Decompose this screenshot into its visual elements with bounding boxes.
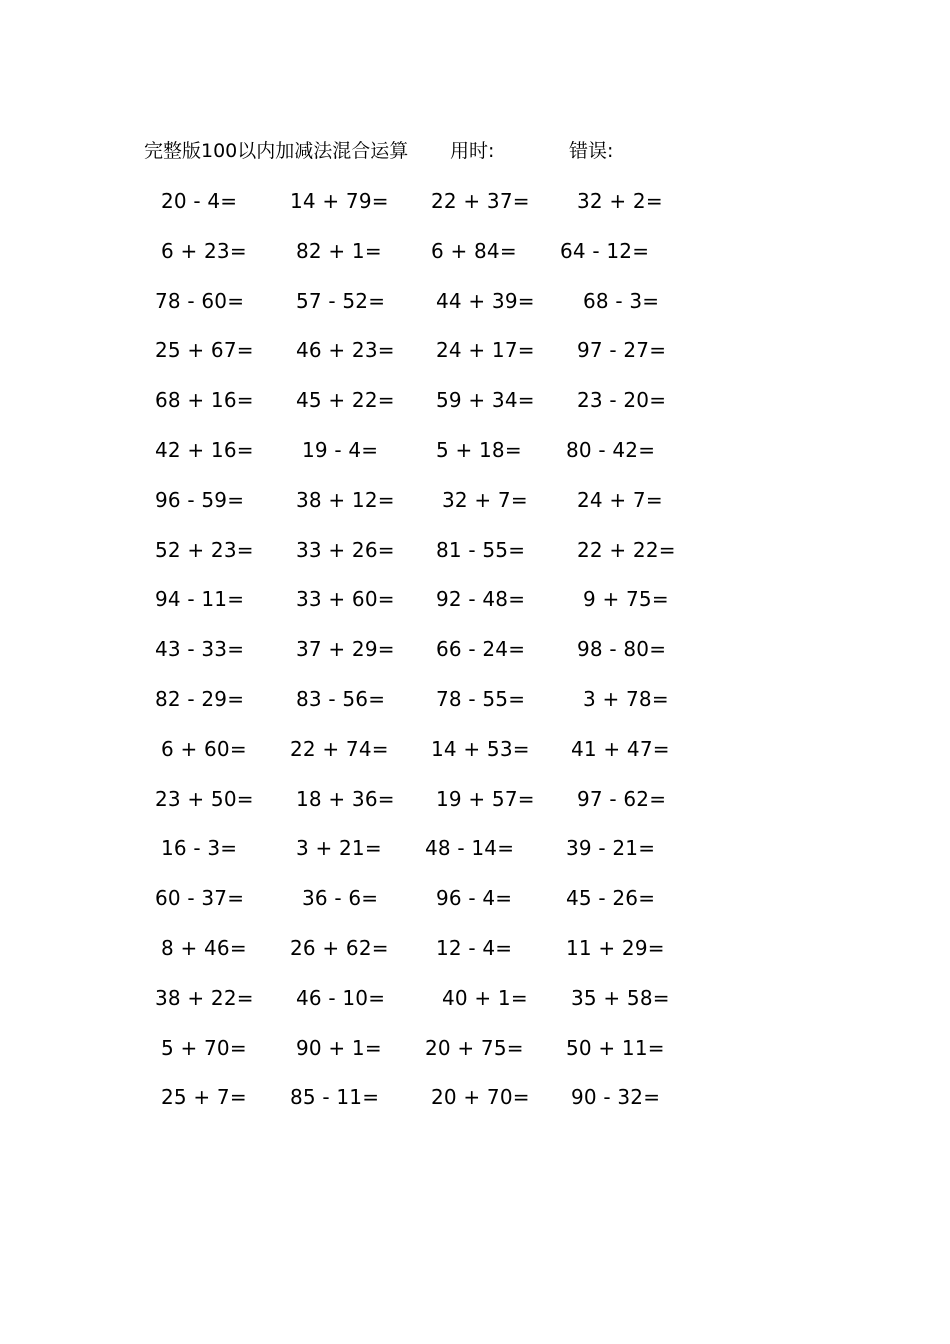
math-problem: 11 + 29= — [566, 936, 665, 960]
math-problem: 32 + 7= — [442, 487, 528, 512]
math-problem: 57 - 52= — [296, 288, 386, 313]
math-problem: 9 + 75= — [583, 587, 669, 612]
math-problem: 33 + 26= — [296, 537, 395, 562]
math-problem: 40 + 1= — [442, 985, 528, 1010]
math-problem: 23 + 50= — [155, 786, 254, 811]
math-problem: 41 + 47= — [571, 736, 670, 761]
math-problem: 22 + 37= — [431, 189, 530, 213]
math-problem: 81 - 55= — [436, 537, 526, 562]
math-problem: 90 + 1= — [296, 1035, 382, 1060]
math-problem: 59 + 34= — [436, 388, 535, 413]
math-problem: 78 - 60= — [155, 288, 245, 313]
math-problem: 68 - 3= — [583, 288, 660, 313]
worksheet-header — [0, 137, 950, 165]
math-problem: 5 + 18= — [436, 438, 522, 462]
math-problem: 92 - 48= — [436, 587, 526, 612]
math-problem: 50 + 11= — [566, 1035, 665, 1060]
math-problem: 16 - 3= — [161, 836, 238, 861]
math-problem: 97 - 27= — [577, 338, 667, 363]
math-problem: 83 - 56= — [296, 687, 386, 711]
math-problem: 20 + 75= — [425, 1035, 524, 1060]
math-problem: 97 - 62= — [577, 786, 667, 811]
math-problem: 36 - 6= — [302, 886, 379, 911]
math-problem: 96 - 4= — [436, 886, 513, 911]
math-problem: 25 + 7= — [161, 1085, 247, 1110]
math-problem: 78 - 55= — [436, 687, 526, 711]
math-problem: 94 - 11= — [155, 587, 245, 612]
math-problem: 25 + 67= — [155, 338, 254, 363]
math-problem: 44 + 39= — [436, 288, 535, 313]
math-problem: 22 + 74= — [290, 736, 389, 761]
math-problem: 3 + 21= — [296, 836, 382, 861]
errors-label: 错误: — [569, 140, 614, 162]
math-problem: 45 + 22= — [296, 388, 395, 413]
math-problem: 6 + 60= — [161, 736, 247, 761]
math-problem: 52 + 23= — [155, 537, 254, 562]
math-problem: 68 + 16= — [155, 388, 254, 413]
math-problem: 90 - 32= — [571, 1085, 661, 1110]
math-problem: 46 - 10= — [296, 985, 386, 1010]
math-problem: 45 - 26= — [566, 886, 656, 911]
math-problem: 85 - 11= — [290, 1085, 380, 1110]
math-problem: 64 - 12= — [560, 238, 650, 263]
math-problem: 38 + 22= — [155, 985, 254, 1010]
math-problem: 98 - 80= — [577, 637, 667, 662]
math-problem: 26 + 62= — [290, 936, 389, 960]
math-problem: 60 - 37= — [155, 886, 245, 911]
math-problem: 23 - 20= — [577, 388, 667, 413]
math-problem: 14 + 53= — [431, 736, 530, 761]
worksheet-title: 完整版100以内加减法混合运算 — [144, 140, 409, 162]
math-problem: 96 - 59= — [155, 487, 245, 512]
math-problem: 24 + 7= — [577, 487, 663, 512]
math-problem: 6 + 23= — [161, 238, 247, 263]
math-problem: 22 + 22= — [577, 537, 676, 562]
math-problem: 20 - 4= — [161, 189, 238, 213]
math-problem: 24 + 17= — [436, 338, 535, 363]
math-problem: 3 + 78= — [583, 687, 669, 711]
math-problem: 5 + 70= — [161, 1035, 247, 1060]
math-problem: 48 - 14= — [425, 836, 515, 861]
math-problem: 6 + 84= — [431, 238, 517, 263]
math-problem: 37 + 29= — [296, 637, 395, 662]
math-problem: 20 + 70= — [431, 1085, 530, 1110]
math-problem: 80 - 42= — [566, 438, 656, 462]
math-problem: 38 + 12= — [296, 487, 395, 512]
time-used-label: 用时: — [450, 140, 495, 162]
math-problem: 33 + 60= — [296, 587, 395, 612]
math-problem: 46 + 23= — [296, 338, 395, 363]
math-problem: 19 - 4= — [302, 438, 379, 462]
math-problem: 12 - 4= — [436, 936, 513, 960]
math-problem: 82 - 29= — [155, 687, 245, 711]
math-problem: 35 + 58= — [571, 985, 670, 1010]
math-problem: 19 + 57= — [436, 786, 535, 811]
math-problem: 82 + 1= — [296, 238, 382, 263]
math-problem: 14 + 79= — [290, 189, 389, 213]
math-problem: 32 + 2= — [577, 189, 663, 213]
math-problem: 43 - 33= — [155, 637, 245, 662]
math-problem: 8 + 46= — [161, 936, 247, 960]
math-problem: 18 + 36= — [296, 786, 395, 811]
math-problem: 66 - 24= — [436, 637, 526, 662]
math-problem: 42 + 16= — [155, 438, 254, 462]
math-problem: 39 - 21= — [566, 836, 656, 861]
